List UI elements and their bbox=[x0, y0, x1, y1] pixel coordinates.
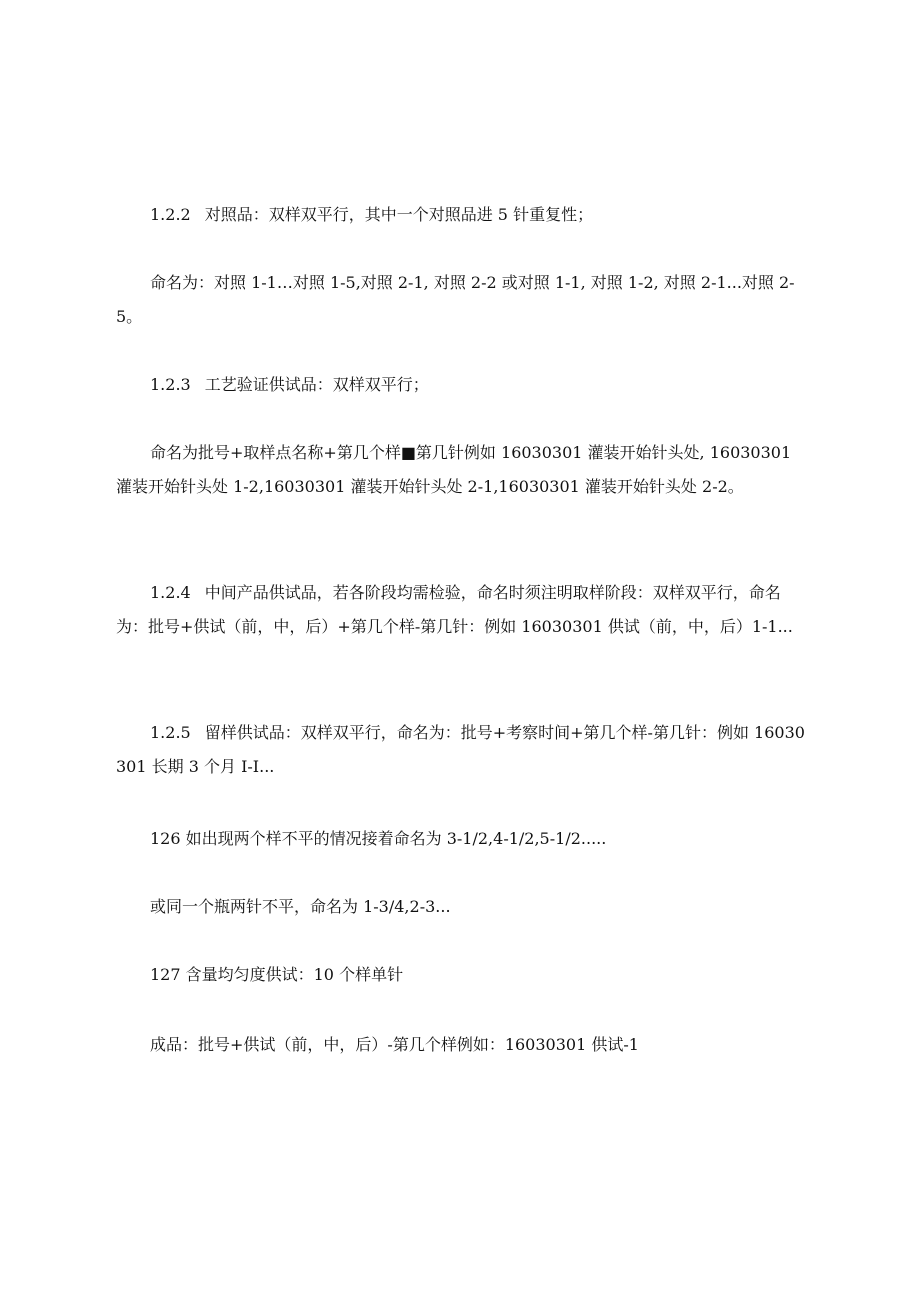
paragraph-text: 命名为：对照 1-1…对照 1-5,对照 2-1, 对照 2-2 或对照 1-1, 对照 1-2, 对照 2-1...对照 2-5。 bbox=[116, 273, 795, 326]
paragraph-1-2-2 bbox=[116, 198, 806, 232]
paragraph-text: 命名为批号+取样点名称+第几个样■第几针例如 16030301 灌装开始针头处, 16030301 灌装开始针头处 1-2,16030301 灌装开始针头处 2-1,16030301 灌装开始针头处 2-2。 bbox=[116, 443, 792, 496]
paragraph-text: 对照品：双样双平行，其中一个对照品进 5 针重复性； bbox=[204, 205, 594, 224]
paragraph-process-naming bbox=[116, 436, 806, 504]
paragraph-text: 留样供试品：双样双平行，命名为：批号+考察时间+第几个样-第几针：例如 16030301 长期 3 个月 I-I... bbox=[116, 723, 805, 776]
section-number: 1.2.4 bbox=[150, 583, 191, 602]
paragraph-text: 或同一个瓶两针不平，命名为 1-3/4,2-3... bbox=[150, 897, 451, 916]
paragraph-126 bbox=[116, 822, 806, 856]
paragraph-same-vial bbox=[116, 890, 806, 924]
paragraph-text: 127 含量均匀度供试：10 个样单针 bbox=[150, 965, 404, 984]
section-number: 1.2.3 bbox=[150, 375, 191, 394]
section-number: 1.2.2 bbox=[150, 205, 191, 224]
paragraph-finished-product bbox=[116, 1028, 806, 1062]
paragraph-text: 中间产品供试品，若各阶段均需检验，命名时须注明取样阶段：双样双平行，命名为：批号+供试（前，中，后）+第几个样-第几针：例如 16030301 供试（前，中，后）1-1... bbox=[116, 583, 793, 636]
paragraph-1-2-3 bbox=[116, 368, 806, 402]
paragraph-control-naming bbox=[116, 266, 806, 334]
paragraph-127 bbox=[116, 958, 806, 992]
paragraph-text: 工艺验证供试品：双样双平行； bbox=[204, 375, 429, 394]
paragraph-text: 成品：批号+供试（前，中，后）-第几个样例如：16030301 供试-1 bbox=[150, 1035, 639, 1054]
paragraph-1-2-4 bbox=[116, 576, 806, 644]
paragraph-1-2-5 bbox=[116, 716, 806, 784]
section-number: 1.2.5 bbox=[150, 723, 191, 742]
paragraph-text: 126 如出现两个样不平的情况接着命名为 3-1/2,4-1/2,5-1/2..... bbox=[150, 829, 607, 848]
